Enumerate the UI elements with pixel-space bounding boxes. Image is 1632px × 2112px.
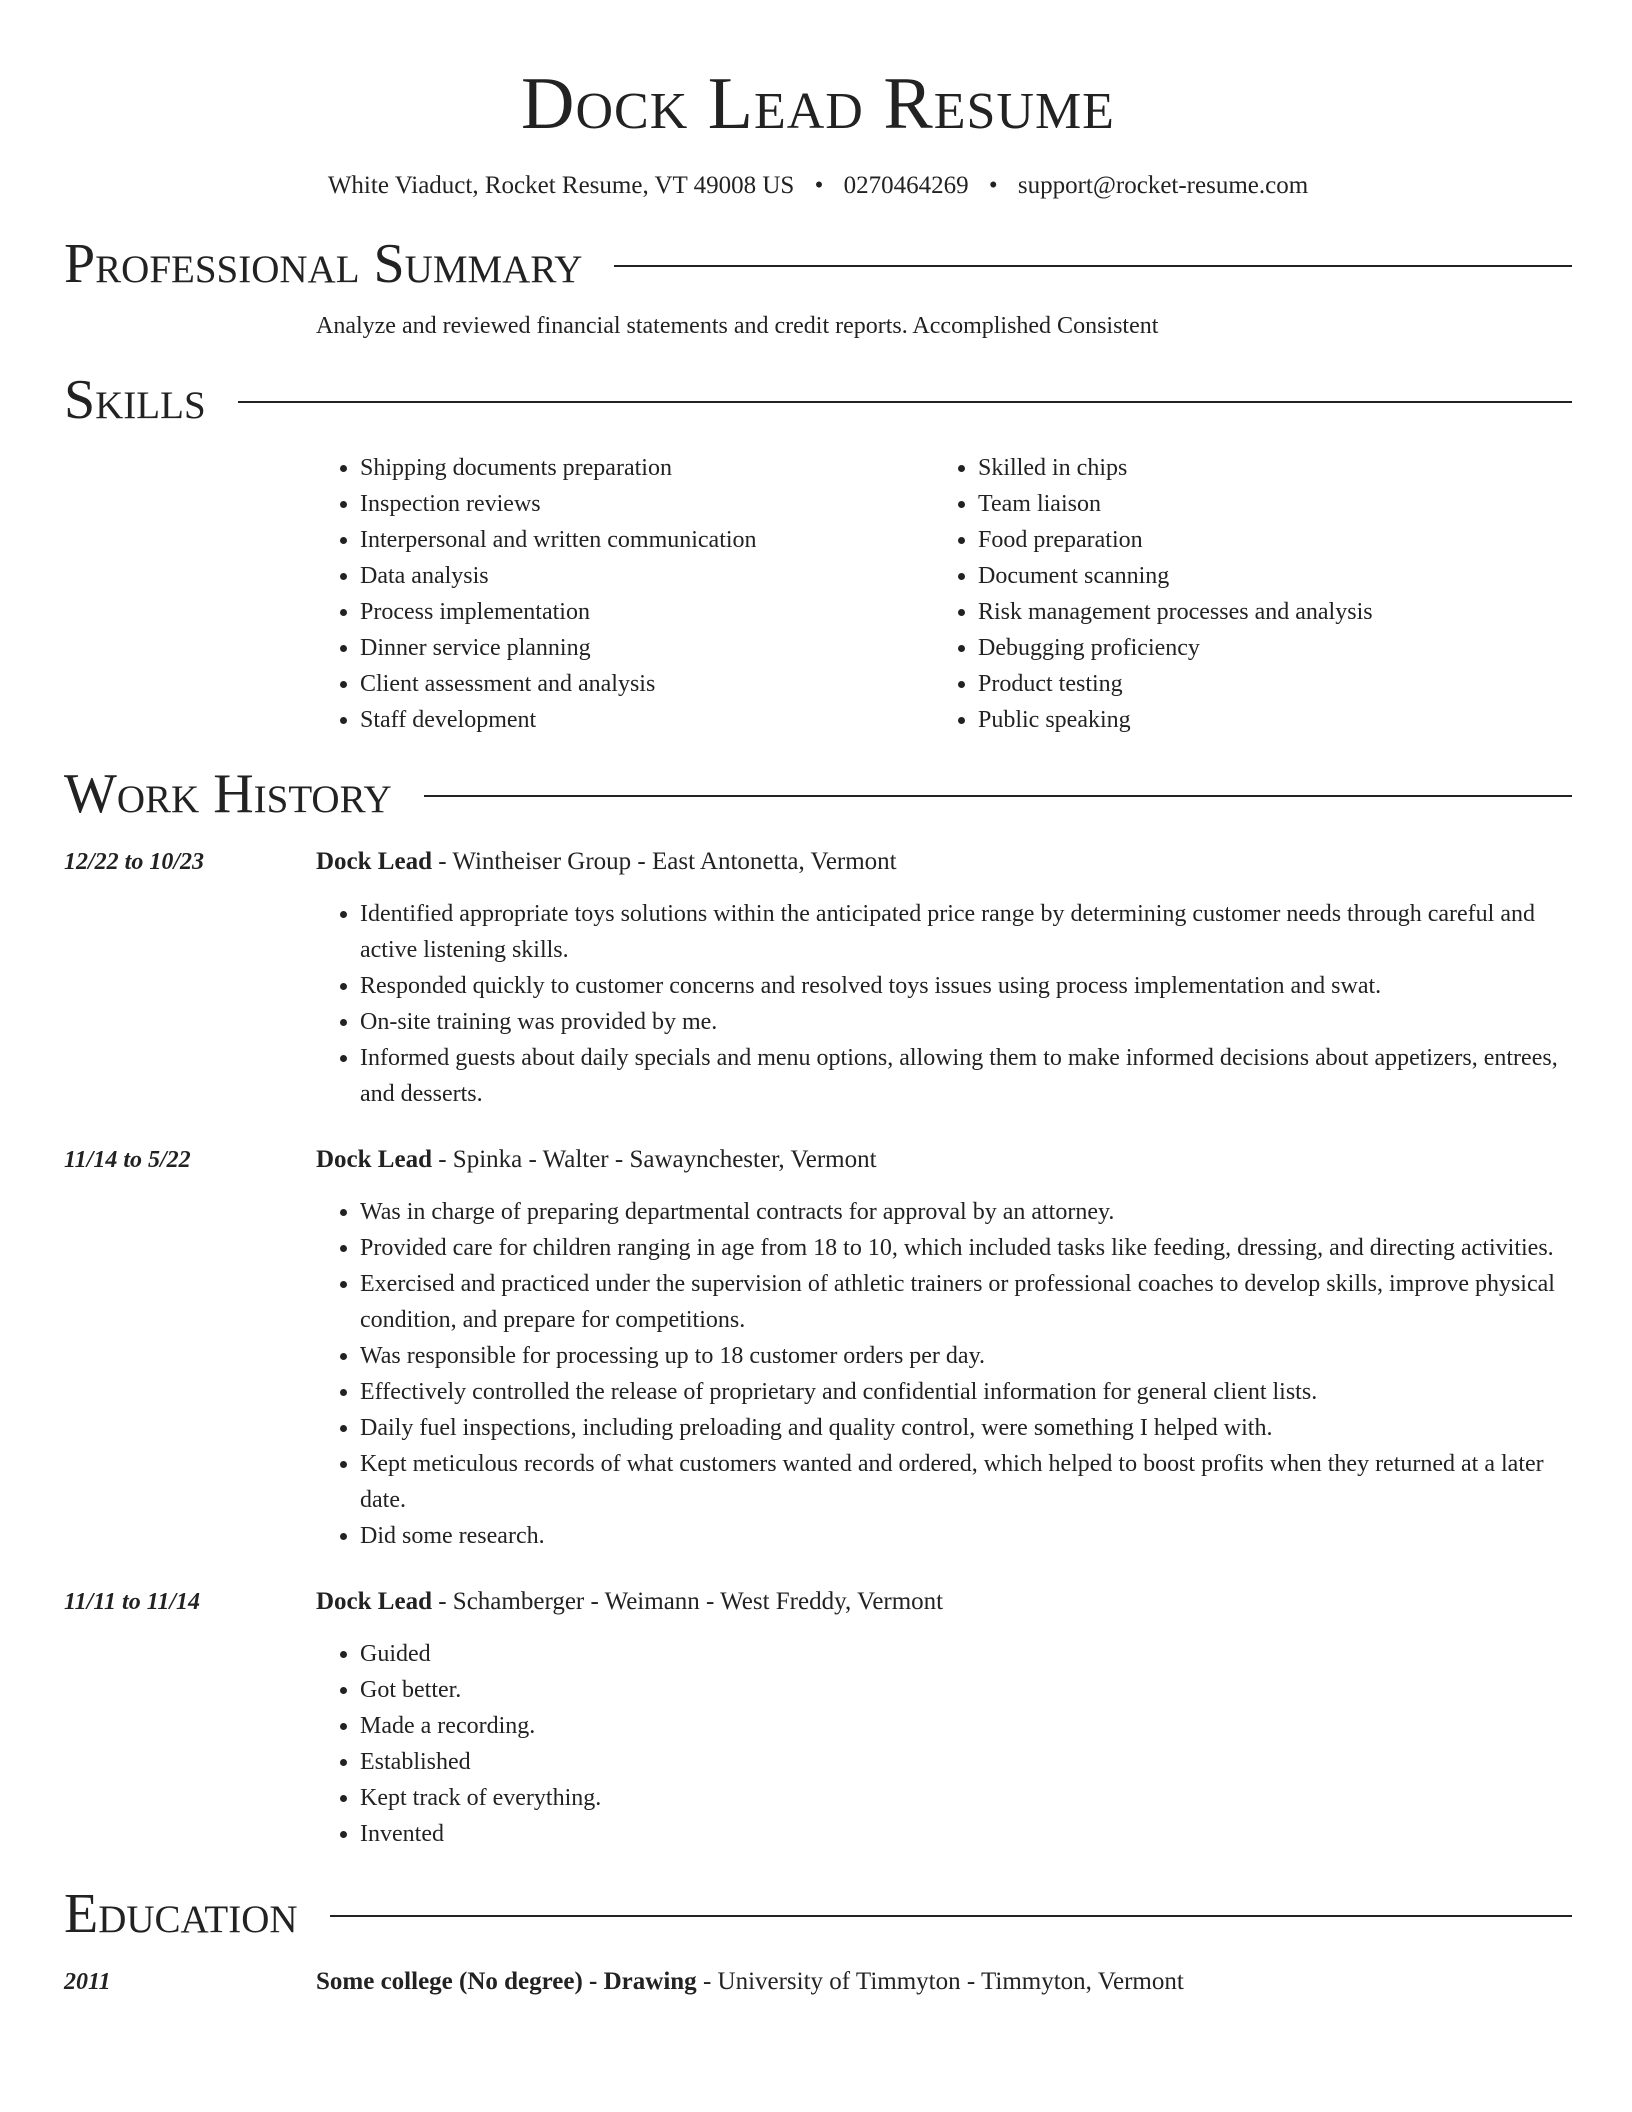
section-divider (424, 795, 1572, 797)
summary-header (64, 228, 1572, 300)
skill-item: • Shipping documents preparation (360, 450, 934, 486)
summary-section (64, 228, 1572, 344)
skill-item: • Data analysis (360, 558, 934, 594)
job-bullet: • Informed guests about daily specials and menu options, allowing them to make informed decisions about appetizers, entrees, and desserts. (360, 1040, 1572, 1112)
skills-list-right (934, 450, 1373, 738)
job-bullet: • Exercised and practiced under the supervision of athletic trainers or professional coaches to develop skills, improve physical condition, and prepare for competitions. (360, 1266, 1572, 1338)
education-heading: Education (64, 1883, 298, 1945)
job-body (316, 844, 1572, 1112)
skill-item: • Interpersonal and written communication (360, 522, 934, 558)
job-bullet: • Was in charge of preparing departmental contracts for approval by an attorney. (360, 1194, 1572, 1230)
education-school: - University of Timmyton - Timmyton, Vermont (696, 1968, 1184, 1995)
skills-list-left (316, 450, 934, 738)
resume-page (64, 0, 1572, 2000)
skill-item: • Dinner service planning (360, 630, 934, 666)
skill-item: • Process implementation (360, 594, 934, 630)
job-position: Dock Lead (316, 1146, 432, 1173)
education-entry (64, 1964, 1572, 2000)
job-bullets (316, 1636, 1572, 1852)
education-header (64, 1878, 1572, 1950)
job-bullet: • Invented (360, 1816, 1572, 1852)
work-history-header (64, 758, 1572, 830)
job-title-line (316, 1584, 1572, 1620)
education-degree: Some college (No degree) - Drawing (316, 1968, 697, 1995)
contact-separator: • (988, 172, 998, 199)
work-history-heading: Work History (64, 763, 392, 825)
skill-item: • Document scanning (978, 558, 1373, 594)
resume-title: Dock Lead Resume (521, 63, 1115, 145)
section-divider (330, 1915, 1572, 1917)
section-divider (614, 265, 1572, 267)
job-employer: - Spinka - Walter - Sawaynchester, Vermont (431, 1146, 877, 1173)
job-dates: 11/14 to 5/22 (64, 1147, 191, 1173)
skill-item: • Food preparation (978, 522, 1373, 558)
job-dates: 11/11 to 11/14 (64, 1589, 201, 1615)
job-entry (64, 1142, 1572, 1554)
contact-phone: 0270464269 (843, 172, 969, 199)
skills-heading: Skills (64, 369, 206, 431)
job-bullet: • Guided (360, 1636, 1572, 1672)
job-bullets (316, 896, 1572, 1112)
job-title-line (316, 1142, 1572, 1178)
job-bullet: • On-site training was provided by me. (360, 1004, 1572, 1040)
job-bullet: • Kept track of everything. (360, 1780, 1572, 1816)
skill-item: • Skilled in chips (978, 450, 1373, 486)
education-section (64, 1878, 1572, 2000)
job-title-line (316, 844, 1572, 880)
job-position: Dock Lead (316, 848, 432, 875)
job-bullet: • Responded quickly to customer concerns and resolved toys issues using process implementation and swat. (360, 968, 1572, 1004)
job-bullet: • Daily fuel inspections, including preloading and quality control, were something I helped with. (360, 1410, 1572, 1446)
contact-address: White Viaduct, Rocket Resume, VT 49008 US (327, 172, 795, 199)
summary-heading: Professional Summary (64, 233, 583, 295)
job-employer: - Wintheiser Group - East Antonetta, Vermont (431, 848, 897, 875)
job-body (316, 1142, 1572, 1554)
skill-item: • Inspection reviews (360, 486, 934, 522)
skills-section (64, 364, 1572, 738)
job-bullet: • Effectively controlled the release of proprietary and confidential information for general client lists. (360, 1374, 1572, 1410)
skills-grid (316, 450, 1572, 738)
job-bullet: • Provided care for children ranging in age from 18 to 10, which included tasks like feeding, dressing, and directing activities. (360, 1230, 1572, 1266)
skill-item: • Staff development (360, 702, 934, 738)
skill-item: • Team liaison (978, 486, 1373, 522)
job-position: Dock Lead (316, 1588, 432, 1615)
job-employer: - Schamberger - Weimann - West Freddy, Vermont (431, 1588, 944, 1615)
contact-email: support@rocket-resume.com (1017, 172, 1309, 199)
work-history-section (64, 758, 1572, 1852)
skill-item: • Public speaking (978, 702, 1373, 738)
skill-item: • Risk management processes and analysis (978, 594, 1373, 630)
contact-separator: • (814, 172, 824, 199)
job-entry (64, 844, 1572, 1112)
job-dates: 12/22 to 10/23 (64, 849, 205, 875)
education-line (316, 1964, 1572, 2000)
job-bullet: • Was responsible for processing up to 18 customer orders per day. (360, 1338, 1572, 1374)
job-bullet: • Did some research. (360, 1518, 1572, 1554)
job-entry (64, 1584, 1572, 1852)
job-body (316, 1584, 1572, 1852)
skill-item: • Debugging proficiency (978, 630, 1373, 666)
section-divider (238, 401, 1572, 403)
contact-line (64, 170, 1572, 202)
education-year: 2011 (64, 1969, 111, 1995)
job-bullets (316, 1194, 1572, 1554)
job-bullet: • Kept meticulous records of what customers wanted and ordered, which helped to boost profits when they returned at a later date. (360, 1446, 1572, 1518)
skills-header (64, 364, 1572, 436)
skill-item: • Product testing (978, 666, 1373, 702)
job-bullet: • Got better. (360, 1672, 1572, 1708)
skill-item: • Client assessment and analysis (360, 666, 934, 702)
job-bullet: • Identified appropriate toys solutions within the anticipated price range by determining customer needs through careful and active listening skills. (360, 896, 1572, 968)
job-bullet: • Made a recording. (360, 1708, 1572, 1744)
job-bullet: • Established (360, 1744, 1572, 1780)
summary-text: Analyze and reviewed financial statements and credit reports. Accomplished Consistent (316, 313, 1159, 339)
education-body (316, 1964, 1572, 2000)
